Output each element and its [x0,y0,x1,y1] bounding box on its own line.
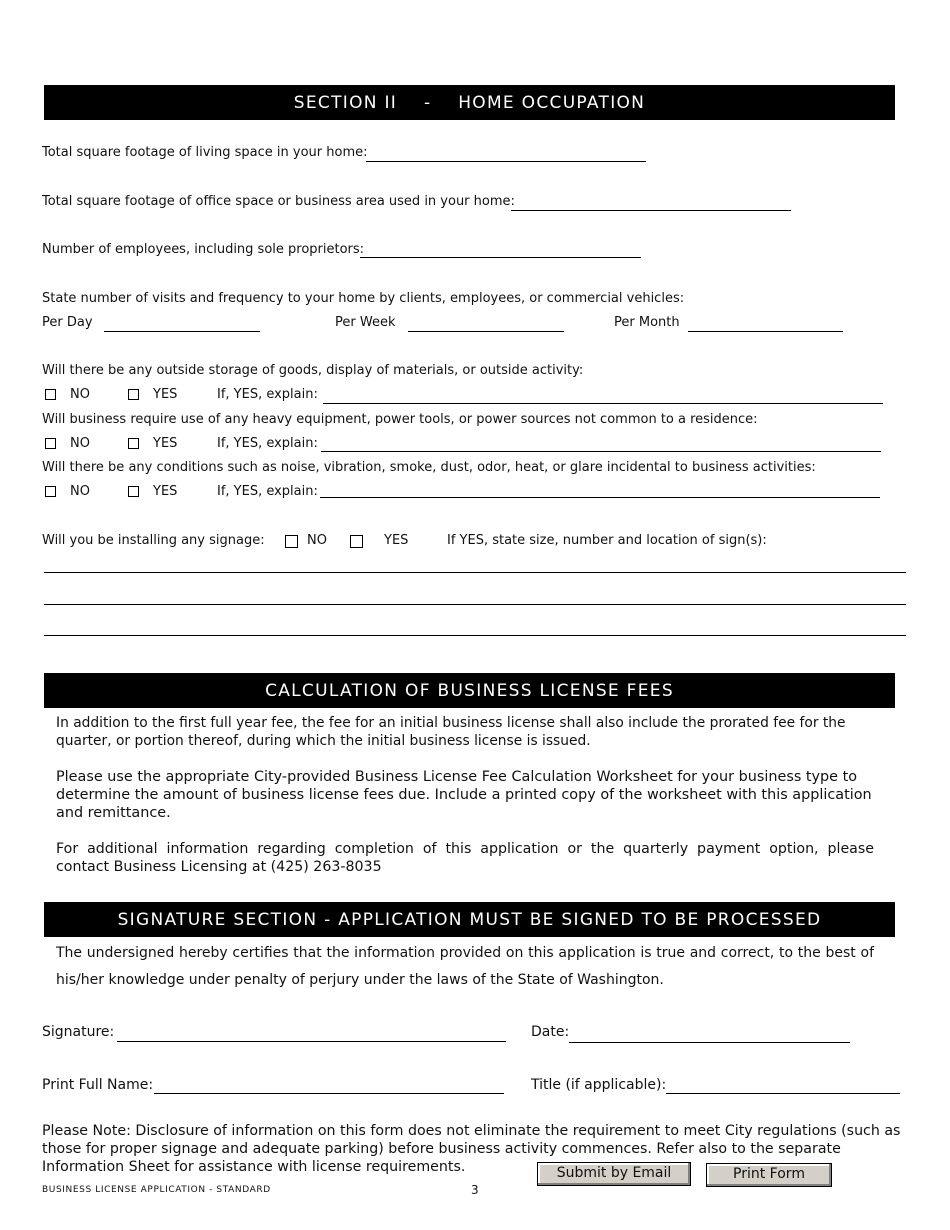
section-ii-header [44,85,895,120]
please-note-text: Please Note: Disclosure of information on this form does not eliminate the requirement to meet City regulations (such as those for proper signage and adequate parking) before business activity commences. Refer also to the separate Information Sheet for assistance with license requirements. [42,1123,901,1175]
living-space-field[interactable] [366,161,646,162]
conditions-question: Will there be any conditions such as noise, vibration, smoke, dust, odor, heat, or glare incidental to business activities: [42,460,816,475]
conditions-yes-checkbox[interactable] [128,486,139,497]
signage-line-2[interactable] [44,604,906,605]
storage-explain-label: If, YES, explain: [217,387,318,402]
equipment-explain-label: If, YES, explain: [217,436,318,451]
storage-question: Will there be any outside storage of goods, display of materials, or outside activity: [42,363,584,378]
page-number: 3 [471,1183,479,1197]
conditions-no-label: NO [70,484,90,499]
conditions-yes-label: YES [153,484,178,499]
storage-yes-checkbox[interactable] [128,389,139,400]
storage-no-label: NO [70,387,90,402]
signage-yes-checkbox[interactable] [350,535,363,548]
per-month-label: Per Month [614,315,680,330]
office-space-field[interactable] [511,210,791,211]
per-day-field[interactable] [104,331,260,332]
title-field[interactable] [666,1093,900,1094]
fees-paragraph-1: In addition to the first full year fee, the fee for an initial business license shall also include the prorated fee for the quarter, or portion thereof, during which the initial business license is issued. [56,715,846,749]
print-name-label: Print Full Name: [42,1077,154,1093]
per-week-label: Per Week [335,315,396,330]
signature-field[interactable] [117,1041,506,1042]
equipment-question: Will business require use of any heavy equipment, power tools, or power sources not common to a residence: [42,412,758,427]
equipment-explain-field[interactable] [321,451,881,452]
fees-paragraph-2: Please use the appropriate City-provided Business License Fee Calculation Worksheet for your business type to determine the amount of business license fees due. Include a printed copy of the worksheet with this application and remittance. [56,769,872,821]
section-ii-title: SECTION II - HOME OCCUPATION [293,92,646,113]
date-label: Date: [531,1024,570,1040]
fees-paragraph-3: For additional information regarding completion of this application or the quarterly payment option, please contact Business Licensing at (425) 263-8035 [56,841,874,875]
signage-question: Will you be installing any signage: [42,533,265,548]
conditions-no-checkbox[interactable] [45,486,56,497]
fees-header [44,673,895,708]
print-form-button[interactable]: Print Form [706,1163,832,1187]
storage-no-checkbox[interactable] [45,389,56,400]
equipment-yes-label: YES [153,436,178,451]
signature-title: SIGNATURE SECTION - APPLICATION MUST BE SIGNED TO BE PROCESSED [117,909,822,930]
per-month-field[interactable] [688,331,843,332]
visits-label: State number of visits and frequency to your home by clients, employees, or commercial vehicles: [42,291,685,306]
fees-title: CALCULATION OF BUSINESS LICENSE FEES [265,680,674,701]
signage-line-1[interactable] [44,572,906,573]
print-name-field[interactable] [154,1093,504,1094]
per-week-field[interactable] [408,331,564,332]
submit-by-email-button[interactable]: Submit by Email [537,1162,691,1186]
storage-yes-label: YES [153,387,178,402]
conditions-explain-label: If, YES, explain: [217,484,318,499]
signature-label: Signature: [42,1024,115,1040]
certify-text: The undersigned hereby certifies that the information provided on this application is true and correct, to the best of his/her knowledge under penalty of perjury under the laws of the State of Washington. [56,945,874,988]
equipment-no-checkbox[interactable] [45,438,56,449]
employees-label: Number of employees, including sole proprietors: [42,242,365,257]
date-field[interactable] [569,1042,850,1043]
footer-form-name: BUSINESS LICENSE APPLICATION - STANDARD [42,1185,271,1195]
per-day-label: Per Day [42,315,93,330]
title-label: Title (if applicable): [531,1077,667,1093]
signage-line-3[interactable] [44,635,906,636]
signage-no-checkbox[interactable] [285,535,298,548]
signage-explain-label: If YES, state size, number and location of sign(s): [447,533,767,548]
employees-field[interactable] [360,257,641,258]
signage-yes-label: YES [384,533,409,548]
signature-header [44,902,895,937]
conditions-explain-field[interactable] [320,497,880,498]
living-space-label: Total square footage of living space in your home: [42,145,368,160]
equipment-no-label: NO [70,436,90,451]
storage-explain-field[interactable] [323,403,883,404]
signage-no-label: NO [307,533,327,548]
office-space-label: Total square footage of office space or business area used in your home: [42,194,515,209]
equipment-yes-checkbox[interactable] [128,438,139,449]
